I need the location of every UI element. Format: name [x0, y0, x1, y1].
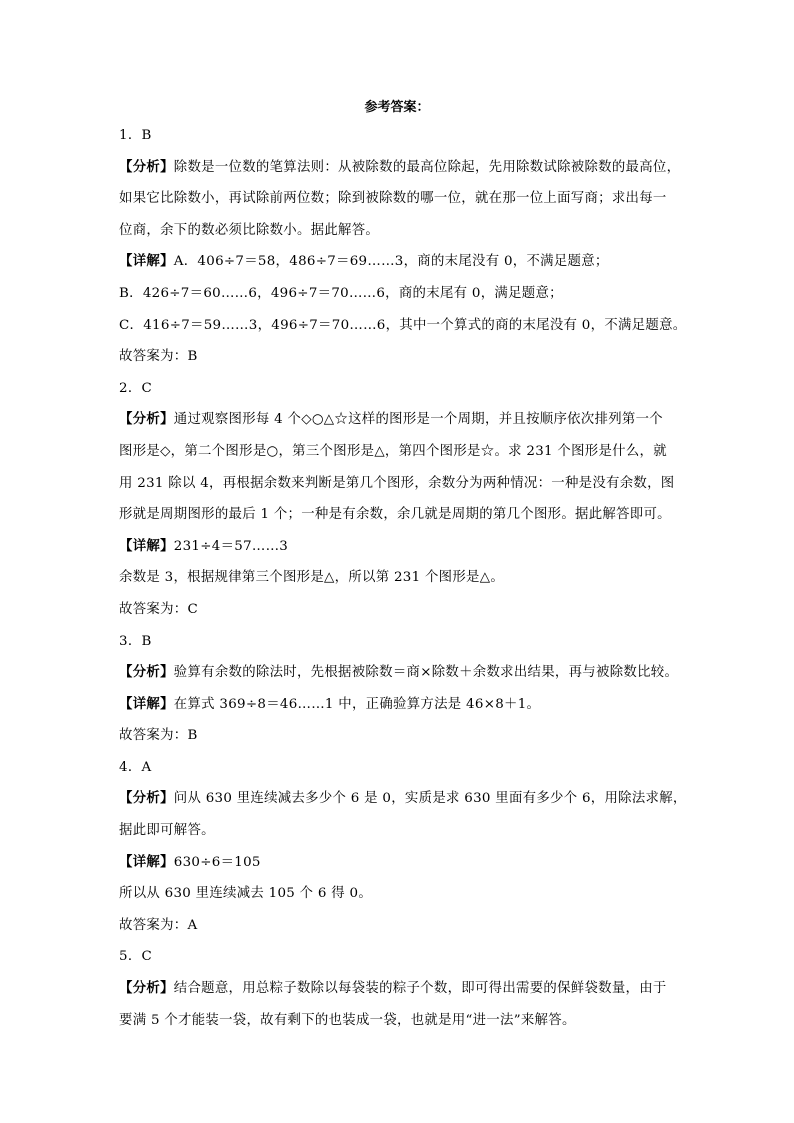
line-text: 位商，余下的数必须比除数小。据此解答。 [119, 222, 380, 238]
text-line [119, 657, 689, 689]
line-text: 如果它比除数小，再试除前两位数；除到被除数的哪一位，就在那一位上面写商；求出每一 [119, 191, 667, 207]
line-text: 所以从 630 里连续减去 105 个 6 得 0。 [119, 886, 373, 902]
line-text: 3．B [119, 633, 152, 649]
text-line [119, 531, 689, 563]
text-line [119, 562, 689, 594]
section-tag: 【分析】 [119, 411, 174, 428]
section-tag: 【分析】 [119, 790, 174, 807]
section-tag: 【详解】 [119, 537, 174, 554]
text-line [119, 626, 689, 658]
section-tag: 【详解】 [119, 695, 174, 712]
line-text: B．426÷7＝60……6，496÷7＝70……6，商的末尾有 0，满足题意； [119, 285, 563, 301]
line-text: 验算有余数的除法时，先根据被除数＝商×除数＋余数求出结果，再与被除数比较。 [173, 665, 679, 681]
line-text: 故答案为：B [119, 728, 198, 744]
text-line [119, 183, 689, 215]
text-line [119, 878, 689, 910]
section-tag: 【分析】 [119, 158, 174, 175]
page-title: 参考答案： [364, 100, 430, 115]
line-text: 故答案为：B [119, 349, 198, 365]
line-text: 形就是周期图形的最后 1 个；一种是有余数，余几就是周期的第几个图形。据此解答即可。 [119, 507, 671, 523]
text-line [119, 373, 689, 405]
line-text: 据此即可解答。 [119, 823, 215, 839]
line-text: 要满 5 个才能装一袋，故有剩下的也装成一袋，也就是用“进一法”来解答。 [119, 1012, 576, 1028]
text-line [119, 815, 689, 847]
section-tag: 【分析】 [119, 980, 174, 997]
line-text: 4．A [119, 759, 152, 775]
text-line [119, 152, 689, 184]
text-line [119, 973, 689, 1005]
line-text: 问从 630 里连续减去多少个 6 是 0，实质是求 630 里面有多少个 6，用除法求解， [173, 791, 687, 807]
line-text: 231÷4＝57……3 [173, 538, 289, 554]
line-text: 故答案为：A [119, 917, 198, 933]
line-text: 结合题意，用总粽子数除以每袋装的粽子个数，即可得出需要的保鲜袋数量，由于 [173, 981, 667, 997]
line-text: 除数是一位数的笔算法则：从被除数的最高位除起，先用除数试除被除数的最高位， [173, 159, 681, 175]
text-line [119, 720, 689, 752]
line-text: 1．B [119, 128, 152, 143]
line-text: 用 231 除以 4，再根据余数来判断是第几个图形，余数分为两种情况：一种是没有余数，图 [119, 475, 675, 491]
section-tag: 【详解】 [119, 253, 174, 270]
line-text: 5．C [119, 949, 153, 965]
text-line [119, 468, 689, 500]
text-line [119, 120, 689, 152]
line-text: 余数是 3，根据规律第三个图形是△，所以第 231 个图形是△。 [119, 570, 505, 586]
text-line [119, 783, 689, 815]
line-text: 故答案为：C [119, 601, 198, 617]
text-line [119, 215, 689, 247]
text-line [119, 499, 689, 531]
section-tag: 【详解】 [119, 853, 174, 870]
text-line [119, 246, 689, 278]
text-line [119, 436, 689, 468]
line-text: C．416÷7＝59……3，496÷7＝70……6，其中一个算式的商的末尾没有 0，不满足题意。 [119, 317, 687, 333]
text-line [119, 847, 689, 879]
line-text: 在算式 369÷8＝46……1 中，正确验算方法是 46×8＋1。 [173, 696, 541, 712]
text-line [119, 910, 689, 942]
line-text: A．406÷7＝58，486÷7＝69……3，商的末尾没有 0，不满足题意； [173, 254, 609, 270]
text-line [119, 941, 689, 973]
text-line [119, 278, 689, 310]
text-line [119, 1005, 689, 1037]
text-line [119, 594, 689, 626]
line-text: 图形是◇，第二个图形是○，第三个图形是△，第四个图形是☆。求 231 个图形是什么，就 [119, 443, 667, 459]
line-text: 630÷6＝105 [173, 854, 261, 870]
line-text: 通过观察图形每 4 个◇○△☆这样的图形是一个周期，并且按顺序依次排列第一个 [173, 412, 663, 428]
text-line [119, 404, 689, 436]
answer-content [119, 120, 689, 1036]
line-text: 2．C [119, 380, 153, 396]
text-line [119, 689, 689, 721]
text-line [119, 310, 689, 342]
text-line [119, 341, 689, 373]
section-tag: 【分析】 [119, 664, 174, 681]
text-line [119, 752, 689, 784]
